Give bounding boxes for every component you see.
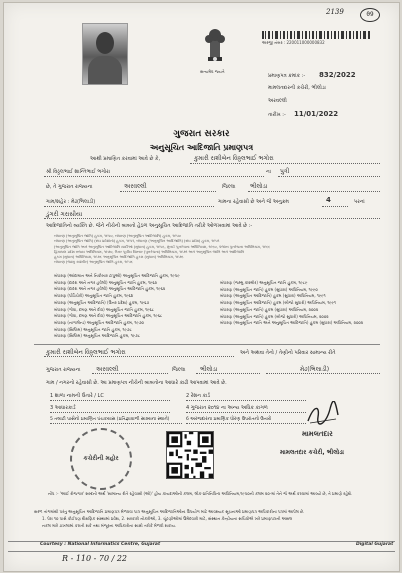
emblem-caption: સત્યમેવ જયતે: [200, 69, 225, 74]
order-item: (અનુસૂચિત જાતિ અને અનુસૂચિત આદિજાતિ યાદીઓ (સુધારા) હુકમ, ૧૯૫૬, મુંબઈ પુનર્રચના અધિનિયમ, ૧૯૬૦, પંજાબ પુનર્રચના અધિનિયમ, ૧૯૬૬: [54, 244, 271, 249]
order-left-item: બંધારણ (ગોવા, દમણ અને દીવ) અનુસૂચિત આદિજાતિ હુકમ, ૧૯૬૮: [54, 313, 163, 319]
application-number: અરજી નંબર : 220011000000832: [262, 40, 325, 45]
qr-code: [166, 431, 214, 479]
basis-item: 2 રેશન કાર્ડ: [186, 393, 211, 399]
lower-state-prefix: ગુજરાત રાજ્યના: [46, 367, 81, 373]
orders-left-column: [54, 273, 224, 340]
father-name: શ્રી વિઠ્ઠલભાઈ શાન્તિભાઈ ભગોરા: [46, 169, 110, 175]
barcode: [262, 31, 372, 39]
district-value: અરવલ્લી: [124, 183, 147, 190]
signatory-office: મામલતદાર કચેરી, ભીલોડા: [280, 449, 345, 456]
national-emblem-icon: [202, 27, 228, 67]
issuing-office: મામલતદારની કચેરી, ભીલોડા: [268, 85, 326, 91]
tribe-name: ડુંગરી ગરાસીયા: [46, 211, 83, 218]
extra-line: નકલ મારે ડાખલામાં કરાતી શકે તથા મંજૂરના અધિકારોના સાક્ષી તરીકે મેળવી શકાય.: [42, 523, 177, 528]
footer-courtesy: Courtesy : National Informatics Centre, Gujarat: [40, 542, 161, 547]
order-right-item: બંધારણ (અનુસૂચિત આદિજાતિ) હુકમ (બીજો સુધારો) અધિનિયમ, ૧૯૯૧: [220, 300, 336, 306]
order-left-item: બંધારણ (અનુસૂચિત આદિજાતિ) (ઉત્તર પ્રદેશ) હુકમ, ૧૯૬૭: [54, 299, 150, 305]
lower-taluka: ભીલોડા: [200, 366, 218, 373]
lower-applicant-name: કુમારી રાશીબેન વિઠ્ઠલભાઈ ભગોરા: [46, 349, 126, 356]
order-right-item: બંધારણ (અનુસૂચિત જાતિ) હુકમ (સુધારા) અધિનિયમ, ૨૦૦૨: [220, 306, 319, 312]
body-line1-prefix: આથી પ્રમાણિત કરવામાં આવે છે કે,: [90, 156, 161, 162]
order-left-item: બંધારણ (સિક્કિમ) અનુસૂચિત જાતિ હુકમ, ૧૯૭૮: [54, 326, 132, 332]
order-right-item: બંધારણ (અનુસૂચિત જાતિ અને અનુસૂચિત આદિજાતિ) હુકમ (સુધારા) અધિનિયમ, ૨૦૦૨: [220, 320, 364, 326]
extra-line: 1. પેરા ૧૦ પાસે કોઈપણ શૈક્ષણિક સંસ્થામાં પ્રવેશ, 2. સરકારી નોકરીઓ, 3. ચૂંટણીઓમાં ઉમેદવારી માટે, સંસ્થાન કેન્દ્રીયના સચિવોએ ખરે પ્રમાણપત્રની અસલ: [42, 516, 293, 521]
order-item: હુકમ (સુધારા) અધિનિયમ, ૧૯૭૬ અનુસૂચિત આદિજાતિ હુકમ (સુધારા) અધિનિયમ, ૧૯૭૬: [54, 255, 184, 260]
basis-item: 3 આધારકાર્ડ: [50, 405, 76, 411]
order-item: બંધારણ (અનુસૂચિત જાતિ) હુકમ, ૧૯૫૦, બંધારણ (અનુસૂચિત આદિજાતિ) હુકમ, ૧૯૫૦: [54, 234, 181, 238]
order-left-item: બંધારણ (દાદરા અને નગર હવેલી) અનુસૂચિત જાતિ હુકમ, ૧૯૬૨: [54, 279, 157, 285]
order-item: બંધારણ (જમ્મુ કાશ્મીર) અનુસૂચિત જાતિ હુકમ, ૧૯૫૬: [54, 260, 133, 265]
lower-district: અરવલ્લી: [96, 366, 119, 373]
certificate-sheet: [3, 2, 400, 572]
resident-text: ગામના રહેવાસી છે અને જે અનુક્રમ: [218, 199, 289, 205]
cert-no-value: 832/2022: [319, 71, 356, 79]
basis-item: 5 તલાટી પાસેનો પ્રમાણિત પંચકયાસ (પ્રતિજ્ઞાવાળી સાક્ષ્યના સ્થાને): [50, 417, 170, 422]
basis-item: 1 શાળા નામની ઉતારે / LC: [50, 393, 104, 399]
serial-number: 4: [326, 196, 331, 204]
cert-no-label: પ્રમાણપત્ર ક્રમાંક :-: [268, 73, 306, 79]
lower-taluka-label: જિલ્લા: [172, 367, 186, 373]
bottom-handwritten-reference: R - 110 - 70 / 22: [62, 554, 128, 563]
extra-line: સરળ તાંગમાંથી પરંતુ અનુસૂચિત આદિજાતિ પ્રમાણપત્ર મેળવવા પાત્ર અનુસૂચિત આદિજાતિઓના ઉપયોગ માટે આવશ્યક સૂચનાઓ પ્રમાણપત્ર અધિકારીના પત્રમાં આપેલ છે.: [34, 509, 305, 514]
state-prefix: છે, તે ગુજરાત રાજ્યના: [46, 184, 93, 190]
order-left-item: બંધારણ (પોંડિચેરી) અનુસૂચિત જાતિ હુકમ, ૧૯૬૪: [54, 293, 134, 299]
orders-block: [54, 234, 384, 266]
note-text: નોંધ :- 'આઈ રોજગાર' શબ્દનો અર્થ 'સામાન્ય રીતે રહેવાસી (ઓ)' હોય કાયદાઓની કલમ, લોક-પ્રતિનિધિત્વ અધિનિયમ,૧૯૫૦ની કલમ ૨૦-માં તેને જે અર્થ કરવામાં આવ્યો છે, તે પ્રમાણે રહેશે.: [48, 491, 353, 496]
corner-handwritten-number: 2139: [326, 8, 344, 16]
basis-intro: ગામ / નગરનો રહેવાસી છે. આ પ્રમાણપત્ર નીચેની બાબતોના આધારે કાઢી આપવામાં આવે છે.: [46, 380, 227, 386]
cert-date-value: 11/01/2022: [294, 110, 339, 118]
certificate-title: અનુસૂચિત આદિજાતિ પ્રમાણપત્ર: [149, 143, 254, 152]
issuing-district: અરવલ્લી: [268, 98, 287, 104]
basis-item: 4 ગુજરાત ૨૦૧૪ ના અન્ય અધિક કાગળ: [186, 405, 268, 411]
order-left-item: બંધારણ (દાદરા અને નગર હવેલી) અનુસૂચિત આદિજાતિ હુકમ, ૧૯૬૨: [54, 286, 166, 292]
order-right-item: બંધારણ (અનુસૂચિત જાતિ) હુકમ (બીજો સુધારો) અધિનિયમ, ૨૦૦૨: [220, 313, 329, 319]
order-right-item: બંધારણ (જમ્મુ કાશ્મીર) અનુસૂચિત જાતિ હુકમ, ૧૯૮૯: [220, 280, 308, 285]
basis-item: 6 અરજદારના પ્રમાણિક ધોરણ ઉપરાંતનો ઉતારો: [186, 417, 272, 422]
taluka-label: જિલ્લા: [222, 184, 236, 190]
village-value: ગામ/શહેર : મેઢ(ભિલાડી): [46, 199, 96, 205]
applicant-name: કુમારી રાશીબેન વિઠ્ઠલભાઈ ભગોરા: [194, 155, 274, 162]
order-left-item: બંધારણ (ગોવા, દમણ અને દીવ) અનુસૂચિત જાતિ હુકમ, ૧૯૬૮: [54, 306, 154, 312]
state-title: ગુજરાત સરકાર: [173, 129, 230, 139]
office-stamp: [70, 428, 132, 490]
stamp-text: કચેરીની મહોર: [83, 455, 119, 462]
recognition-text: આદિજાતિનો વ્યક્તિ છે. જેને નીચેની બાબતો હેઠળ અનુસૂચિત આદિજાતિ તરીકે ઓળખવામાં આવે છે :-: [46, 223, 253, 229]
order-item: બંધારણ (અનુસૂચિત જાતિ) (સંઘ પ્રદેશોનો) હુકમ, ૧૯૫૧, બંધારણ (અનુસૂચિત આદિજાતિ) (સંઘ પ્રદેશ) હુકમ, ૧૯૫૧: [54, 239, 220, 244]
footer-digital-gujarat: Digital Gujarat: [356, 542, 394, 547]
taluka-value: ભીલોડા: [250, 183, 268, 190]
order-item: હિમાચલ પ્રદેશ રાજ્ય અધિનિયમ, ૧૯૭૦, ઉત્તર પૂર્વીય વિસ્તાર (પુનર્રચના) અધિનિયમ, ૧૯૭૧ અને અનુસૂચિત જાતિ અને આદિજાતિ: [54, 249, 245, 254]
order-left-item: બંધારણ (સિક્કિમ) અનુસૂચિત આદિજાતિ હુકમ, ૧૯૭૮: [54, 333, 141, 339]
signature-scribble: [306, 401, 340, 427]
serial-suffix: પરનાં: [354, 199, 365, 205]
applicant-photo: [82, 23, 128, 85]
lower-village: મેઢ(ભિલાડી): [300, 366, 330, 373]
signatory-title: મામલતદાર: [302, 430, 333, 438]
order-right-item: બંધારણ (અનુસૂચિત આદિજાતિ) હુકમ (સુધારા) અધિનિયમ, ૧૯૯૧: [220, 293, 326, 299]
order-left-item: બંધારણ (આંદામાન અને નિકોબાર ટાપુઓ) અનુસૂચિત આદિજાતિ હુકમ, ૧૯૫૯: [54, 273, 180, 278]
order-right-item: બંધારણ (અનુસૂચિત જાતિ) હુકમ (સુધારા) અધિનિયમ, ૧૯૯૦: [220, 286, 318, 292]
orders-right-column: [220, 280, 390, 327]
lower-name-suffix: અને અથવા તેનો / તેણીનો પરિવાર સામાન્ય રીતે: [240, 350, 336, 356]
relation-value: પુત્રી: [280, 168, 290, 175]
relation-label: ના: [266, 169, 271, 175]
cert-date-label: તારીખ :-: [268, 112, 286, 118]
order-left-item: બંધારણ (નાગાલેન્ડ) અનુસૂચિત આદિજાતિ હુકમ, ૧૯૭૦: [54, 319, 144, 325]
page-number-circle: 09: [360, 8, 380, 22]
